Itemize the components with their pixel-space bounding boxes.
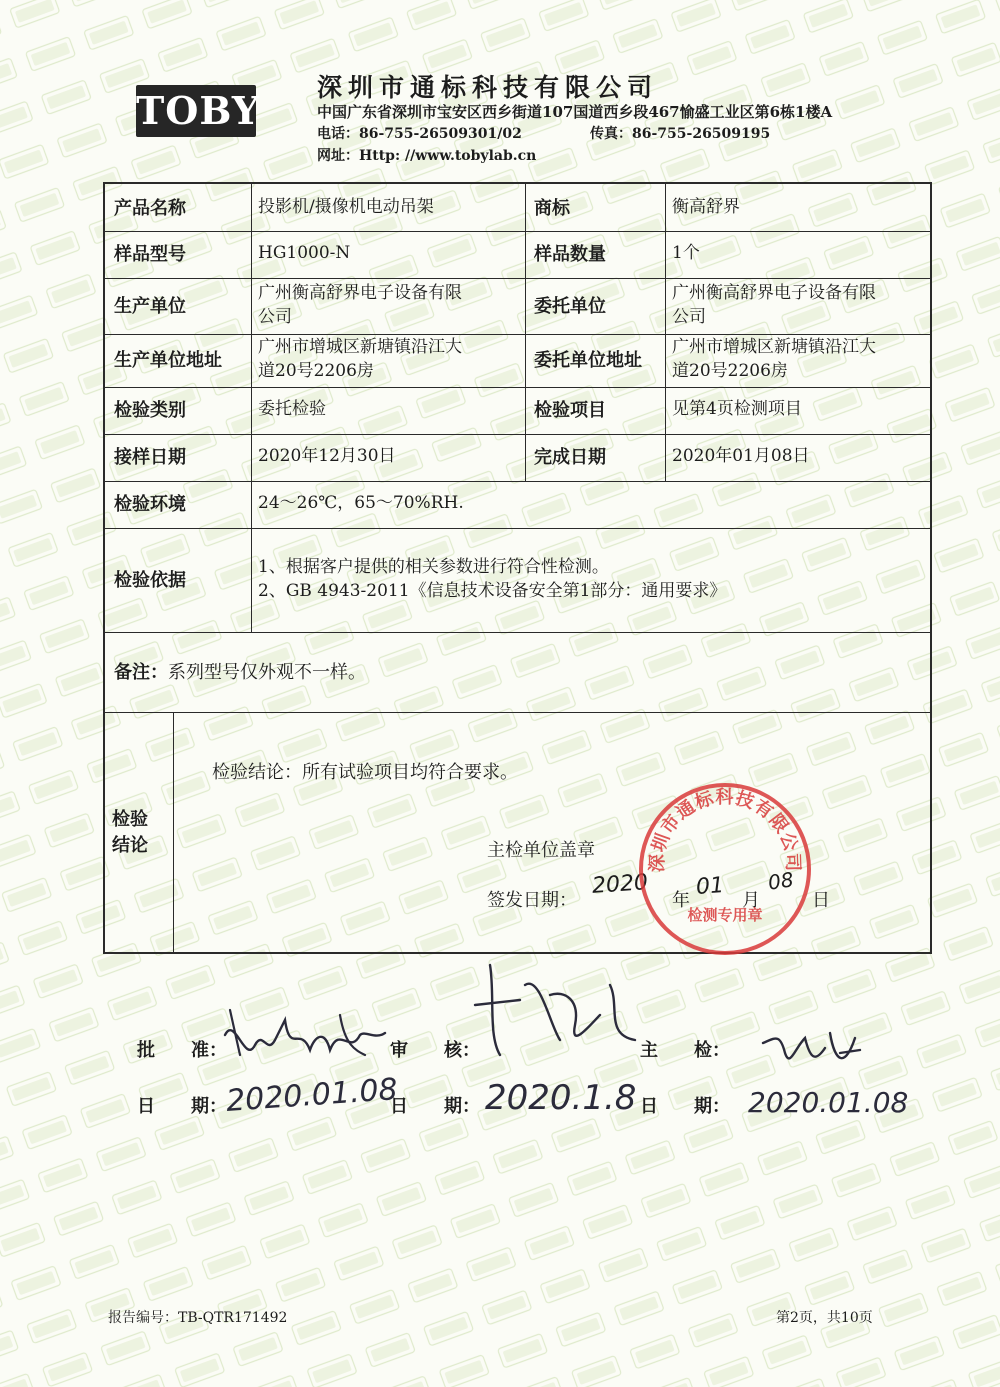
conclusion-label-line-1: 检验	[112, 809, 148, 830]
trademark-label: 商标	[534, 198, 570, 219]
approve-label: 批 准：	[137, 1040, 227, 1061]
company-website	[317, 145, 536, 165]
client-address-label: 委托单位地址	[534, 350, 642, 371]
environment-value: 24～26℃，65～70%RH.	[258, 493, 464, 513]
fax-label: 传真：	[590, 126, 632, 142]
product-name-label: 产品名称	[114, 198, 186, 219]
phone-value: 86-755-26509301/02	[359, 126, 522, 142]
conclusion-label-line-2: 结论	[112, 835, 148, 856]
svg-text:深圳市通标科技有限公司	[647, 786, 804, 873]
basis-value	[250, 527, 930, 630]
inspector-signature	[755, 1018, 865, 1078]
inspect-label: 主 检：	[640, 1040, 730, 1061]
client-address-line-1: 广州市增城区新塘镇沿江大	[672, 337, 876, 357]
row-divider	[105, 712, 930, 713]
quantity-value: 1个	[672, 243, 700, 263]
issue-year-unit: 年	[672, 890, 690, 911]
manufacturer-label: 生产单位	[114, 295, 186, 317]
review-label: 审 核：	[390, 1040, 480, 1061]
conclusion-text: 检验结论：所有试验项目均符合要求。	[212, 762, 518, 783]
finish-date-label: 完成日期	[534, 447, 606, 468]
phone-label: 电话：	[317, 126, 359, 142]
approve-date-value: 2020.01.08	[224, 1072, 399, 1119]
approve-date-label: 日 期：	[137, 1096, 227, 1117]
finish-date-value: 2020年01月08日	[672, 446, 810, 466]
manufacturer-address-line-2: 道20号2206房	[258, 361, 374, 381]
manufacturer-address-label: 生产单位地址	[114, 350, 222, 371]
receive-date-label: 接样日期	[114, 447, 186, 468]
product-name-value: 投影机/摄像机电动吊架	[258, 197, 434, 217]
company-fax	[590, 123, 770, 143]
inspection-item-label: 检验项目	[534, 400, 606, 421]
manufacturer-value	[250, 277, 524, 332]
review-date-label: 日 期：	[390, 1096, 480, 1117]
client-address-line-2: 道20号2206房	[672, 361, 788, 381]
remark-value: 系列型号仅外观不一样。	[168, 661, 366, 683]
remark-row	[104, 631, 930, 710]
web-value: Http: //www.tobylab.cn	[359, 148, 537, 164]
approver-signature	[215, 995, 390, 1070]
trademark-value: 衡高舒界	[672, 197, 740, 217]
review-date-value: 2020.1.8	[485, 1078, 637, 1118]
client-line-2: 公司	[672, 306, 706, 327]
inspection-type-value: 委托检验	[258, 399, 326, 419]
basis-item-2: 2、GB 4943-2011《信息技术设备安全第1部分：通用要求》	[258, 580, 727, 601]
client-address-value	[664, 333, 930, 385]
stamp-label: 主检单位盖章	[487, 840, 595, 861]
company-name: 深圳市通标科技有限公司	[317, 73, 659, 102]
issue-month-unit: 月	[742, 890, 760, 911]
manufacturer-line-1: 广州衡高舒界电子设备有限	[258, 282, 462, 303]
web-label: 网址：	[317, 148, 359, 164]
client-line-1: 广州衡高舒界电子设备有限	[672, 282, 876, 303]
issue-date-month: 01	[695, 873, 725, 900]
remark-label: 备注：	[114, 661, 168, 683]
basis-label: 检验依据	[114, 569, 186, 591]
environment-label: 检验环境	[114, 494, 186, 515]
client-value	[664, 277, 930, 332]
stamp-bottom-text: 检测专用章	[687, 906, 763, 924]
col-divider	[173, 712, 174, 952]
client-label: 委托单位	[534, 295, 606, 317]
issue-date-label: 签发日期：	[487, 890, 577, 911]
basis-item-1: 1、根据客户提供的相关参数进行符合性检测。	[258, 556, 609, 577]
manufacturer-address-value	[250, 333, 524, 385]
stamp-top-text: 深圳市通标科技有限公司	[646, 786, 804, 873]
receive-date-value: 2020年12月30日	[258, 446, 396, 466]
reviewer-signature	[460, 955, 650, 1065]
model-value: HG1000-N	[258, 243, 351, 263]
inspect-date-label: 日 期：	[640, 1096, 730, 1117]
inspect-date-value: 2020.01.08	[748, 1086, 909, 1119]
issue-date-day: 08	[766, 867, 795, 895]
fax-value: 86-755-26509195	[632, 126, 771, 142]
conclusion-label	[112, 807, 148, 859]
quantity-label: 样品数量	[534, 244, 606, 265]
inspection-type-label: 检验类别	[114, 400, 186, 421]
model-label: 样品型号	[114, 244, 186, 265]
inspection-item-value: 见第4页检测项目	[672, 399, 802, 419]
issue-date-year: 2020	[591, 870, 649, 899]
toby-logo: TOBY	[136, 85, 256, 137]
page-info: 第2页，共10页	[776, 1310, 873, 1326]
company-phone	[317, 123, 522, 143]
company-address: 中国广东省深圳市宝安区西乡街道107国道西乡段467愉盛工业区第6栋1楼A	[317, 103, 833, 121]
manufacturer-line-2: 公司	[258, 306, 292, 327]
inspection-stamp-seal	[636, 780, 814, 958]
issue-day-unit: 日	[812, 890, 830, 911]
report-number: 报告编号：TB-QTR171492	[108, 1310, 288, 1326]
manufacturer-address-line-1: 广州市增城区新塘镇沿江大	[258, 337, 462, 357]
